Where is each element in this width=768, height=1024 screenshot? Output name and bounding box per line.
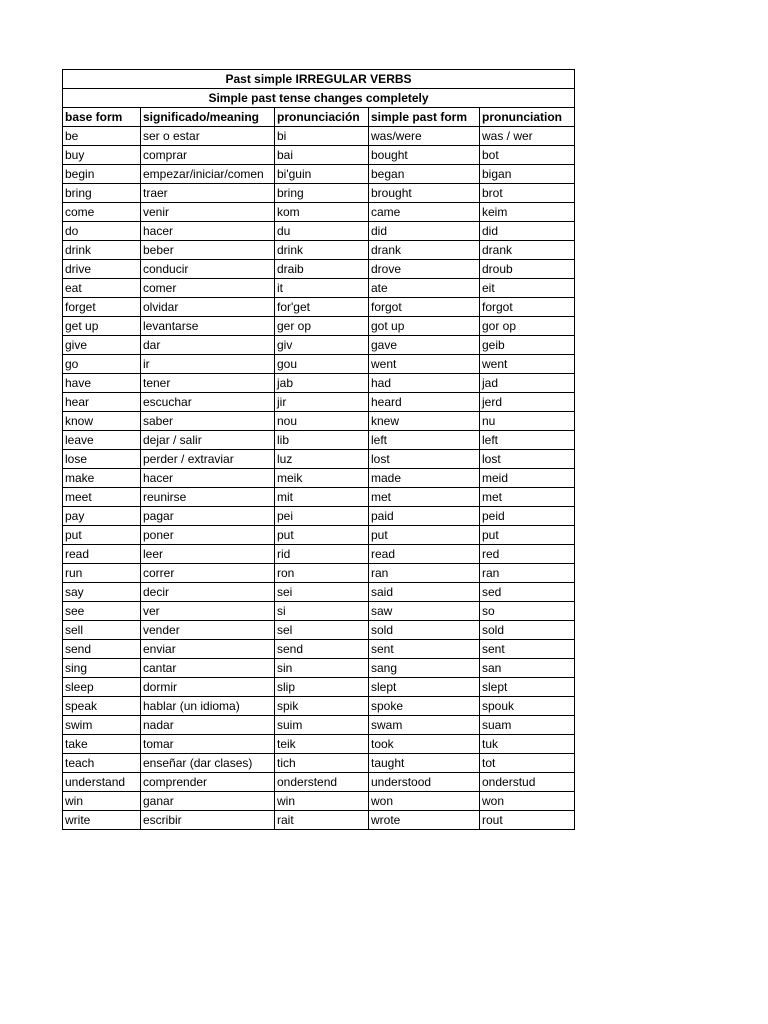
subtitle-row	[63, 89, 575, 108]
pronunciacion-cell: rid	[275, 545, 369, 564]
base-form-cell: come	[63, 203, 141, 222]
pronunciation-cell: did	[480, 222, 575, 241]
pronunciacion-cell: put	[275, 526, 369, 545]
base-form-cell: be	[63, 127, 141, 146]
simple-past-form-cell: got up	[369, 317, 480, 336]
meaning-cell: comprender	[141, 773, 275, 792]
pronunciacion-cell: luz	[275, 450, 369, 469]
pronunciation-cell: slept	[480, 678, 575, 697]
meaning-cell: comer	[141, 279, 275, 298]
meaning-cell: perder / extraviar	[141, 450, 275, 469]
pronunciacion-cell: kom	[275, 203, 369, 222]
meaning-cell: nadar	[141, 716, 275, 735]
simple-past-form-cell: sold	[369, 621, 480, 640]
simple-past-form-cell: ran	[369, 564, 480, 583]
table-row	[63, 260, 575, 279]
table-row	[63, 488, 575, 507]
base-form-cell: sing	[63, 659, 141, 678]
title-row	[63, 70, 575, 89]
pronunciation-cell: meid	[480, 469, 575, 488]
pronunciation-cell: tot	[480, 754, 575, 773]
pronunciation-cell: nu	[480, 412, 575, 431]
meaning-cell: enviar	[141, 640, 275, 659]
pronunciation-cell: so	[480, 602, 575, 621]
pronunciation-cell: bigan	[480, 165, 575, 184]
pronunciation-cell: geib	[480, 336, 575, 355]
base-form-cell: drive	[63, 260, 141, 279]
simple-past-form-cell: drank	[369, 241, 480, 260]
pronunciacion-cell: sel	[275, 621, 369, 640]
table-subtitle: Simple past tense changes completely	[63, 89, 575, 108]
column-header-pronunciacion: pronunciación	[275, 108, 369, 127]
column-header-meaning: significado/meaning	[141, 108, 275, 127]
pronunciation-cell: rout	[480, 811, 575, 830]
base-form-cell: go	[63, 355, 141, 374]
pronunciation-cell: met	[480, 488, 575, 507]
pronunciation-cell: keim	[480, 203, 575, 222]
table-row	[63, 754, 575, 773]
simple-past-form-cell: began	[369, 165, 480, 184]
meaning-cell: correr	[141, 564, 275, 583]
pronunciation-cell: gor op	[480, 317, 575, 336]
pronunciacion-cell: meik	[275, 469, 369, 488]
table-row	[63, 241, 575, 260]
table-row	[63, 602, 575, 621]
pronunciacion-cell: spik	[275, 697, 369, 716]
simple-past-form-cell: came	[369, 203, 480, 222]
base-form-cell: lose	[63, 450, 141, 469]
pronunciacion-cell: slip	[275, 678, 369, 697]
simple-past-form-cell: was/were	[369, 127, 480, 146]
table-row	[63, 583, 575, 602]
meaning-cell: beber	[141, 241, 275, 260]
table-row	[63, 165, 575, 184]
simple-past-form-cell: drove	[369, 260, 480, 279]
pronunciacion-cell: draib	[275, 260, 369, 279]
pronunciation-cell: peid	[480, 507, 575, 526]
pronunciation-cell: jerd	[480, 393, 575, 412]
table-row	[63, 811, 575, 830]
verb-rows	[63, 127, 575, 830]
meaning-cell: pagar	[141, 507, 275, 526]
simple-past-form-cell: paid	[369, 507, 480, 526]
table-row	[63, 697, 575, 716]
simple-past-form-cell: sang	[369, 659, 480, 678]
meaning-cell: tomar	[141, 735, 275, 754]
base-form-cell: know	[63, 412, 141, 431]
simple-past-form-cell: put	[369, 526, 480, 545]
table-title: Past simple IRREGULAR VERBS	[63, 70, 575, 89]
base-form-cell: give	[63, 336, 141, 355]
base-form-cell: win	[63, 792, 141, 811]
meaning-cell: hablar (un idioma)	[141, 697, 275, 716]
pronunciation-cell: ran	[480, 564, 575, 583]
meaning-cell: ver	[141, 602, 275, 621]
meaning-cell: leer	[141, 545, 275, 564]
table-row	[63, 564, 575, 583]
pronunciation-cell: sold	[480, 621, 575, 640]
pronunciation-cell: tuk	[480, 735, 575, 754]
table-row	[63, 545, 575, 564]
column-header-pronunciation: pronunciation	[480, 108, 575, 127]
base-form-cell: bring	[63, 184, 141, 203]
base-form-cell: have	[63, 374, 141, 393]
meaning-cell: ganar	[141, 792, 275, 811]
pronunciacion-cell: suim	[275, 716, 369, 735]
pronunciation-cell: sed	[480, 583, 575, 602]
pronunciation-cell: sent	[480, 640, 575, 659]
meaning-cell: traer	[141, 184, 275, 203]
meaning-cell: ir	[141, 355, 275, 374]
table-row	[63, 450, 575, 469]
meaning-cell: hacer	[141, 469, 275, 488]
table-row	[63, 640, 575, 659]
pronunciation-cell: forgot	[480, 298, 575, 317]
base-form-cell: take	[63, 735, 141, 754]
base-form-cell: write	[63, 811, 141, 830]
simple-past-form-cell: slept	[369, 678, 480, 697]
pronunciation-cell: put	[480, 526, 575, 545]
table-row	[63, 146, 575, 165]
base-form-cell: say	[63, 583, 141, 602]
pronunciation-cell: red	[480, 545, 575, 564]
pronunciacion-cell: drink	[275, 241, 369, 260]
pronunciacion-cell: jab	[275, 374, 369, 393]
pronunciation-cell: jad	[480, 374, 575, 393]
pronunciacion-cell: rait	[275, 811, 369, 830]
table-row	[63, 317, 575, 336]
meaning-cell: hacer	[141, 222, 275, 241]
meaning-cell: olvidar	[141, 298, 275, 317]
table-row	[63, 678, 575, 697]
pronunciacion-cell: sin	[275, 659, 369, 678]
base-form-cell: speak	[63, 697, 141, 716]
meaning-cell: empezar/iniciar/comen	[141, 165, 275, 184]
simple-past-form-cell: left	[369, 431, 480, 450]
column-header-base-form: base form	[63, 108, 141, 127]
base-form-cell: run	[63, 564, 141, 583]
simple-past-form-cell: heard	[369, 393, 480, 412]
table-row	[63, 792, 575, 811]
pronunciacion-cell: bring	[275, 184, 369, 203]
simple-past-form-cell: gave	[369, 336, 480, 355]
pronunciacion-cell: si	[275, 602, 369, 621]
simple-past-form-cell: lost	[369, 450, 480, 469]
meaning-cell: tener	[141, 374, 275, 393]
pronunciation-cell: won	[480, 792, 575, 811]
simple-past-form-cell: took	[369, 735, 480, 754]
pronunciacion-cell: pei	[275, 507, 369, 526]
table-row	[63, 184, 575, 203]
base-form-cell: hear	[63, 393, 141, 412]
simple-past-form-cell: sent	[369, 640, 480, 659]
table-row	[63, 355, 575, 374]
pronunciation-cell: san	[480, 659, 575, 678]
simple-past-form-cell: taught	[369, 754, 480, 773]
simple-past-form-cell: swam	[369, 716, 480, 735]
base-form-cell: pay	[63, 507, 141, 526]
meaning-cell: decir	[141, 583, 275, 602]
meaning-cell: dar	[141, 336, 275, 355]
base-form-cell: leave	[63, 431, 141, 450]
meaning-cell: dejar / salir	[141, 431, 275, 450]
meaning-cell: saber	[141, 412, 275, 431]
pronunciacion-cell: ron	[275, 564, 369, 583]
simple-past-form-cell: read	[369, 545, 480, 564]
meaning-cell: comprar	[141, 146, 275, 165]
meaning-cell: venir	[141, 203, 275, 222]
simple-past-form-cell: made	[369, 469, 480, 488]
pronunciacion-cell: mit	[275, 488, 369, 507]
base-form-cell: get up	[63, 317, 141, 336]
simple-past-form-cell: won	[369, 792, 480, 811]
simple-past-form-cell: met	[369, 488, 480, 507]
simple-past-form-cell: forgot	[369, 298, 480, 317]
pronunciacion-cell: bi	[275, 127, 369, 146]
simple-past-form-cell: wrote	[369, 811, 480, 830]
pronunciation-cell: went	[480, 355, 575, 374]
pronunciacion-cell: lib	[275, 431, 369, 450]
base-form-cell: drink	[63, 241, 141, 260]
pronunciacion-cell: send	[275, 640, 369, 659]
pronunciacion-cell: gou	[275, 355, 369, 374]
base-form-cell: forget	[63, 298, 141, 317]
base-form-cell: read	[63, 545, 141, 564]
simple-past-form-cell: said	[369, 583, 480, 602]
pronunciacion-cell: du	[275, 222, 369, 241]
table-row	[63, 336, 575, 355]
table-row	[63, 222, 575, 241]
pronunciation-cell: lost	[480, 450, 575, 469]
pronunciation-cell: onderstud	[480, 773, 575, 792]
pronunciacion-cell: nou	[275, 412, 369, 431]
table-row	[63, 203, 575, 222]
irregular-verbs-table	[62, 69, 575, 830]
table-row	[63, 412, 575, 431]
simple-past-form-cell: went	[369, 355, 480, 374]
simple-past-form-cell: ate	[369, 279, 480, 298]
base-form-cell: eat	[63, 279, 141, 298]
meaning-cell: poner	[141, 526, 275, 545]
table-row	[63, 526, 575, 545]
meaning-cell: ser o estar	[141, 127, 275, 146]
simple-past-form-cell: had	[369, 374, 480, 393]
base-form-cell: begin	[63, 165, 141, 184]
meaning-cell: reunirse	[141, 488, 275, 507]
table-row	[63, 773, 575, 792]
table-row	[63, 279, 575, 298]
pronunciacion-cell: ger op	[275, 317, 369, 336]
pronunciation-cell: suam	[480, 716, 575, 735]
table-row	[63, 659, 575, 678]
pronunciacion-cell: jir	[275, 393, 369, 412]
simple-past-form-cell: spoke	[369, 697, 480, 716]
base-form-cell: send	[63, 640, 141, 659]
pronunciation-cell: was / wer	[480, 127, 575, 146]
table-row	[63, 469, 575, 488]
pronunciation-cell: left	[480, 431, 575, 450]
base-form-cell: make	[63, 469, 141, 488]
pronunciation-cell: eit	[480, 279, 575, 298]
meaning-cell: conducir	[141, 260, 275, 279]
base-form-cell: put	[63, 526, 141, 545]
base-form-cell: buy	[63, 146, 141, 165]
meaning-cell: cantar	[141, 659, 275, 678]
simple-past-form-cell: knew	[369, 412, 480, 431]
pronunciation-cell: bot	[480, 146, 575, 165]
table-row	[63, 621, 575, 640]
base-form-cell: do	[63, 222, 141, 241]
table-row	[63, 716, 575, 735]
pronunciation-cell: brot	[480, 184, 575, 203]
pronunciation-cell: drank	[480, 241, 575, 260]
meaning-cell: levantarse	[141, 317, 275, 336]
meaning-cell: escribir	[141, 811, 275, 830]
simple-past-form-cell: understood	[369, 773, 480, 792]
pronunciation-cell: droub	[480, 260, 575, 279]
pronunciacion-cell: tich	[275, 754, 369, 773]
base-form-cell: meet	[63, 488, 141, 507]
pronunciacion-cell: win	[275, 792, 369, 811]
base-form-cell: sleep	[63, 678, 141, 697]
pronunciacion-cell: giv	[275, 336, 369, 355]
table-row	[63, 393, 575, 412]
meaning-cell: vender	[141, 621, 275, 640]
pronunciacion-cell: it	[275, 279, 369, 298]
pronunciacion-cell: teik	[275, 735, 369, 754]
pronunciation-cell: spouk	[480, 697, 575, 716]
meaning-cell: escuchar	[141, 393, 275, 412]
header-row	[63, 108, 575, 127]
pronunciacion-cell: for'get	[275, 298, 369, 317]
table-row	[63, 735, 575, 754]
simple-past-form-cell: did	[369, 222, 480, 241]
base-form-cell: understand	[63, 773, 141, 792]
table-row	[63, 374, 575, 393]
table-row	[63, 507, 575, 526]
base-form-cell: teach	[63, 754, 141, 773]
base-form-cell: swim	[63, 716, 141, 735]
column-header-simple-past-form: simple past form	[369, 108, 480, 127]
simple-past-form-cell: brought	[369, 184, 480, 203]
table-row	[63, 127, 575, 146]
simple-past-form-cell: saw	[369, 602, 480, 621]
meaning-cell: dormir	[141, 678, 275, 697]
pronunciacion-cell: onderstend	[275, 773, 369, 792]
pronunciacion-cell: bi'guin	[275, 165, 369, 184]
pronunciacion-cell: sei	[275, 583, 369, 602]
meaning-cell: enseñar (dar clases)	[141, 754, 275, 773]
base-form-cell: see	[63, 602, 141, 621]
base-form-cell: sell	[63, 621, 141, 640]
table-row	[63, 431, 575, 450]
table-row	[63, 298, 575, 317]
pronunciacion-cell: bai	[275, 146, 369, 165]
simple-past-form-cell: bought	[369, 146, 480, 165]
